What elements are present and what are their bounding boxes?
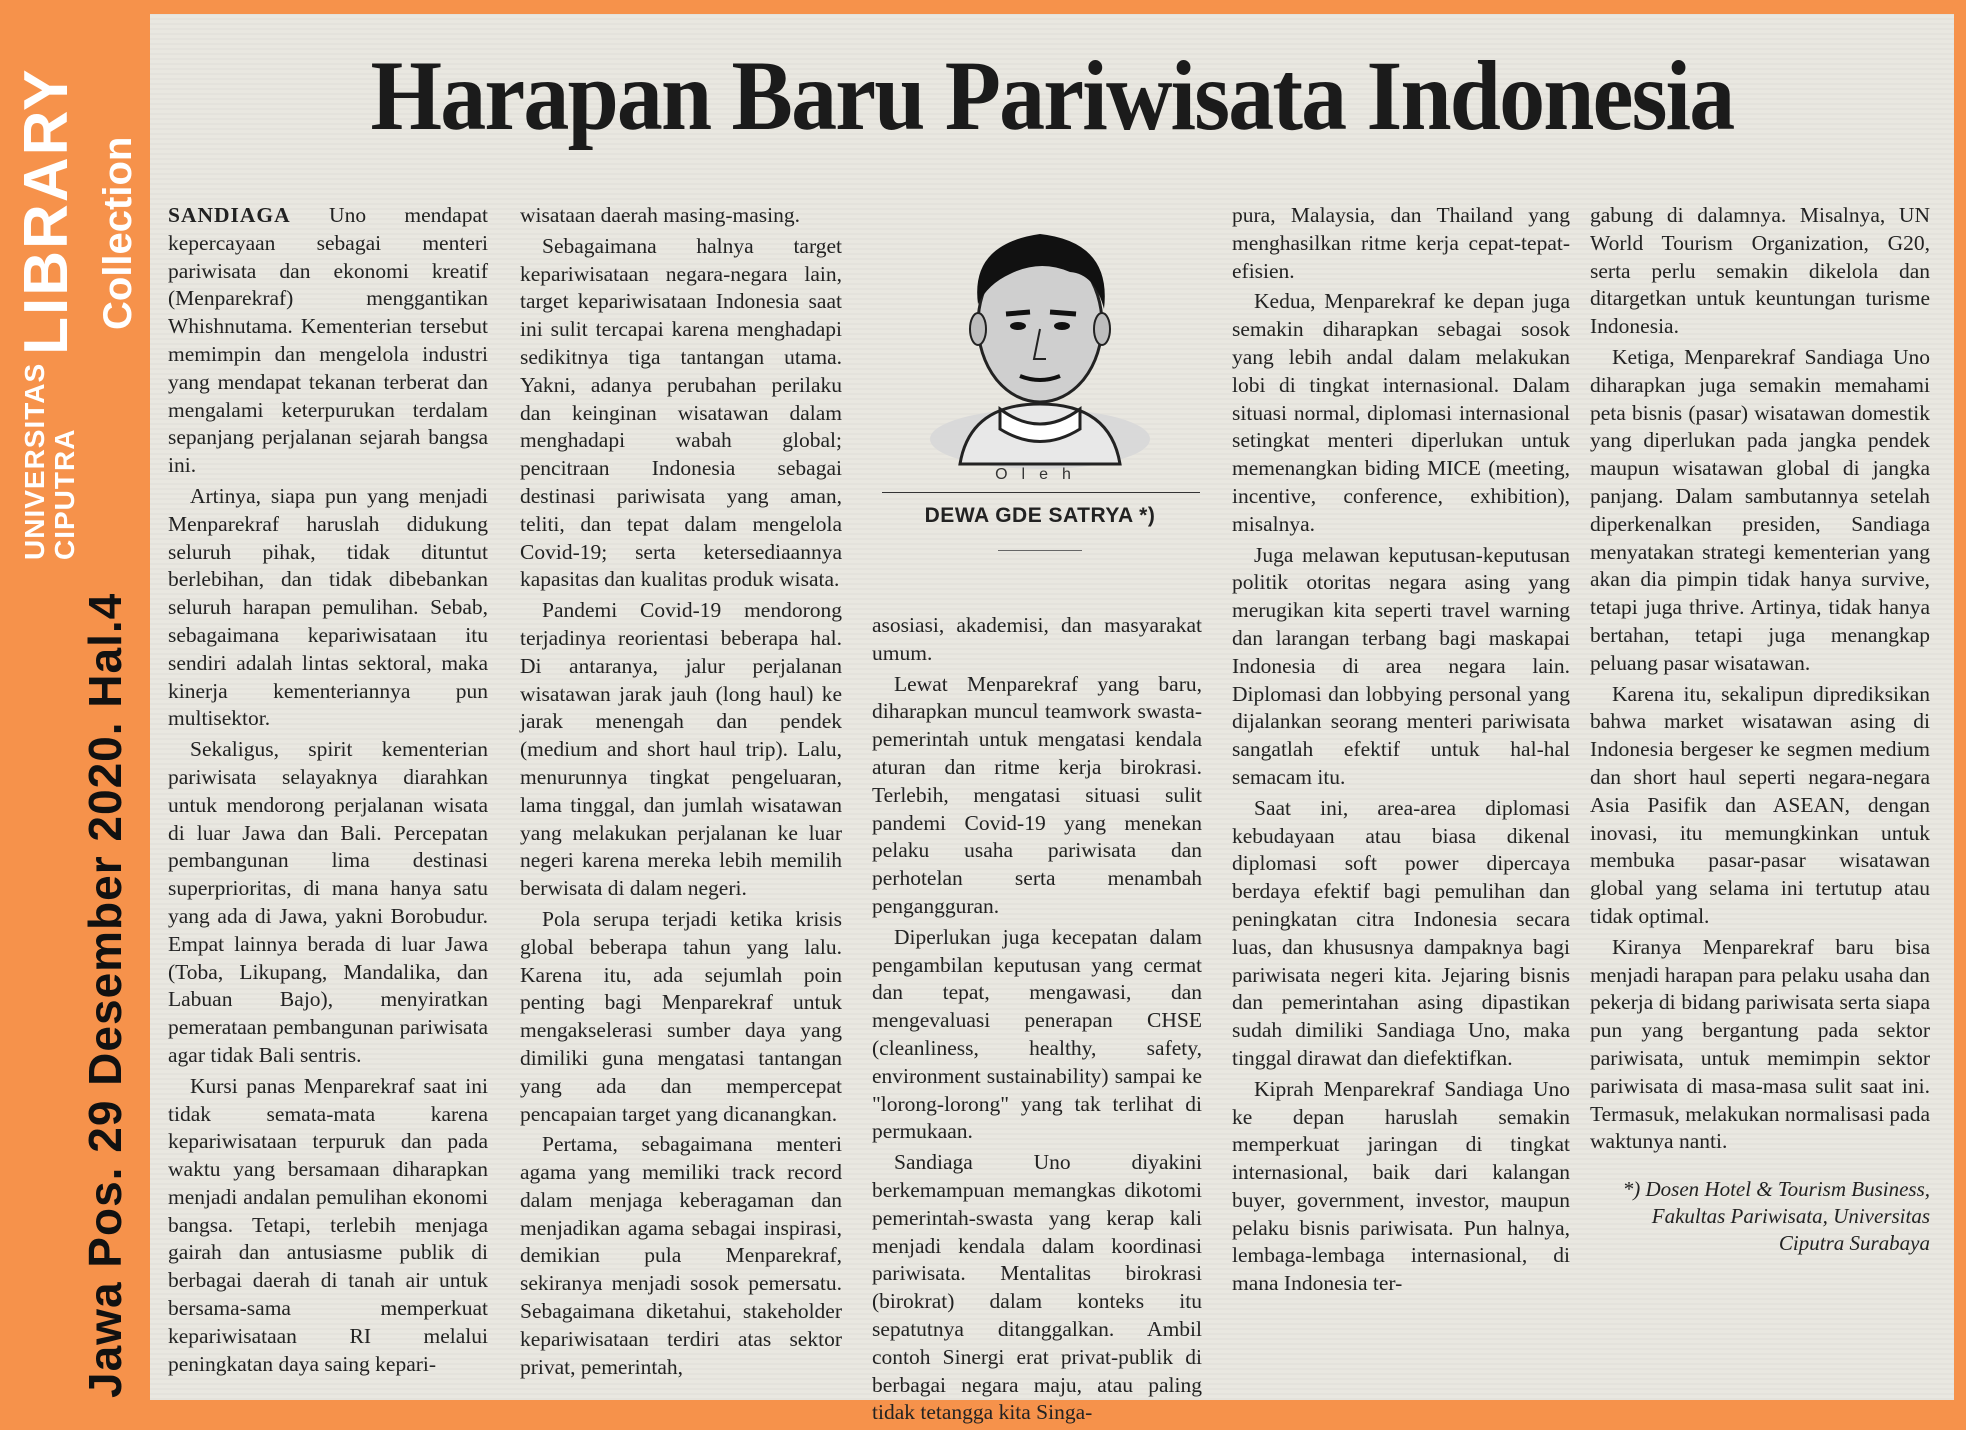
- paragraph: Karena itu, sekalipun diprediksikan bahwa market wisatawan asing di Indonesia bergeser ke segmen medium dan short haul seperti negara-negara Asia Pasifik dan ASEAN, dengan inovasi, itu memungkinkan untuk membuka pasar-pasar wisatawan global yang selama ini tertutup atau tidak optimal.: [1590, 681, 1930, 928]
- author-name: DEWA GDE SATRYA *): [924, 504, 1156, 527]
- author-portrait-illustration: [890, 204, 1190, 464]
- paragraph: [168, 202, 488, 480]
- paragraph: wisataan daerah masing-masing.: [520, 203, 801, 227]
- column-2: [520, 202, 842, 1384]
- column-4: [1232, 202, 1570, 1301]
- paragraph: Lewat Menparekraf yang baru, diharapkan muncul teamwork swasta-pemerintah untuk mengatasi kendala aturan dan ritme kerja birokrasi. Terlebih, mengatasi situasi sulit pandemi Covid-19 yang menekan pelaku usaha pariwisata dan perhotelan serta menambah pengangguran.: [872, 671, 1202, 918]
- paragraph: [168, 736, 488, 1070]
- paragraph: Sebagaimana halnya target kepariwisataan negara-negara lain, target kepariwisataan Indonesia saat ini sulit tercapai karena menghadapi sedikitnya tiga tantangan utama. Yakni, adanya perubahan perilaku dan keinginan wisatawan dalam menghadapi wabah global; pencitraan Indonesia sebagai destinasi pariwisata yang aman, teliti, dan tepat dalam mengelola Covid-19; serta ketersediaannya kapasitas dan kualitas produk wisata.: [520, 233, 842, 592]
- library-logo: [12, 67, 81, 560]
- paragraph: [168, 483, 488, 733]
- paragraph-text: Kursi panas Menparekraf saat ini tidak semata-mata karena kepariwisataan terpuruk dan pada waktu yang bersamaan diharapkan menjadi andalan pemulihan ekonomi bangsa. Tetapi, terlebih menjaga gairah dan antusiasme publik di berbagai daerah di tanah air untuk bersama-sama memperkuat kepariwisataan RI melalui peningkatan daya saing kepari-: [168, 1073, 488, 1376]
- paragraph: Kedua, Menparekraf ke depan juga semakin diharapkan sebagai sosok yang lebih andal dalam melakukan lobi di tingkat internasional. Dalam situasi normal, diplomasi internasional setingkat menteri diperlukan untuk memenangkan biding MICE (meeting, incentive, conference, exhibition), misalnya.: [1232, 289, 1570, 536]
- side-banner: [0, 0, 150, 1413]
- byline-oleh: Oleh: [995, 466, 1085, 483]
- lead-word: SANDIAGA: [168, 203, 291, 227]
- column-1: [168, 202, 488, 1381]
- column-3: [872, 612, 1202, 1430]
- byline-divider: [882, 492, 1200, 493]
- paragraph: gabung di dalamnya. Misalnya, UN World Tourism Organization, G20, serta perlu semakin dikelola dan ditargetkan untuk keuntungan turisme Indonesia.: [1590, 203, 1930, 339]
- paragraph-text: Uno mendapat kepercayaan sebagai menteri pariwisata dan ekonomi kreatif (Menparekraf) menggantikan Whishnutama. Kementerian tersebut memimpin dan mengelola industri yang mendapat tekanan terberat dan mengalami keterpurukan terdalam sepanjang perjalanan sejarah bangsa ini.: [168, 203, 488, 478]
- paragraph: Juga melawan keputusan-keputusan politik otoritas negara asing yang merugikan kita seperti travel warning dan larangan terbang bagi maskapai Indonesia di area negara lain. Diplomasi dan lobbying personal yang dijalankan seorang menteri pariwisata sangatlah efektif untuk hal-hal semacam itu.: [1232, 542, 1570, 789]
- univ-line1: UNIVERSITAS: [19, 362, 50, 560]
- paragraph: Saat ini, area-area diplomasi kebudayaan atau biasa dikenal diplomasi soft power dipercaya berdaya efektif bagi pemulihan dan peningkatan citra Indonesia secara luas, dan khususnya dampaknya bagi pariwisata negeri kita. Jejaring bisnis dan pemerintahan asing dipastikan sudah dimiliki Sandiaga Uno, maka tinggal dirawat dan diefektifkan.: [1232, 795, 1570, 1070]
- author-footnote: *) Dosen Hotel & Tourism Business, Fakultas Pariwisata, Universitas Ciputra Surabaya: [1622, 1177, 1930, 1256]
- paragraph: Kiprah Menparekraf Sandiaga Uno ke depan haruslah semakin memperkuat jaringan di tingkat internasional, baik dari kalangan buyer, government, investor, maupun pelaku bisnis pariwisata. Pun halnya, lembaga-lembaga internasional, di mana Indonesia ter-: [1232, 1076, 1570, 1296]
- paragraph: Ketiga, Menparekraf Sandiaga Uno diharapkan juga semakin memahami peta bisnis (pasar) wisatawan domestik yang diperlukan pada jangka pendek maupun wisatawan global di jangka panjang. Dalam sambutannya setelah diperkenalkan presiden, Sandiaga menyatakan strategi kementerian yang akan dia pimpin tidak hanya survive, tetapi juga thrive. Artinya, tidak hanya bertahan, tetapi juga menangkap peluang pasar wisatawan.: [1590, 344, 1930, 675]
- column-5: [1590, 202, 1930, 1260]
- paragraph: Pandemi Covid-19 mendorong terjadinya reorientasi beberapa hal. Di antaranya, jalur perjalanan wisatawan jarak jauh (long haul) ke jarak menengah dan pendek (medium and short haul trip). Lalu, menurunnya tingkat pengeluaran, lama tinggal, dan jumlah wisatawan yang melakukan perjalanan ke luar negeri karena mereka lebih memilih berwisata di dalam negeri.: [520, 598, 842, 901]
- headline: Harapan Baru Pariwisata Indonesia: [370, 40, 1734, 151]
- collection-word: Collection: [96, 136, 140, 330]
- source-citation: Jawa Pos. 29 Desember 2020. Hal.4: [79, 592, 131, 1398]
- library-word: LIBRARY: [12, 67, 81, 355]
- paragraph-text: Sekaligus, spirit kementerian pariwisata selayaknya diarahkan untuk mendorong perjalanan wisata di luar Jawa dan Bali. Percepatan pembangunan lima destinasi superprioritas, di mana hanya satu yang ada di Jawa, yakni Borobudur. Empat lainnya berada di luar Jawa (Toba, Likupang, Mandalika, dan Labuan Bajo), menyiratkan pemerataan pembangunan pariwisata agar tidak Bali sentris.: [168, 737, 488, 1067]
- paragraph: Sandiaga Uno diyakini berkemampuan memangkas dikotomi pemerintah-swasta yang kerap kali menjadi kendala dalam koordinasi pariwisata. Mentalitas birokrasi (birokrat) dalam konteks itu sepatutnya ditanggalkan. Ambil contoh Sinergi erat privat-publik di berbagai negara maju, atau paling tidak tetangga kita Singa-: [872, 1150, 1202, 1425]
- paragraph: [168, 1073, 488, 1379]
- paragraph: Diperlukan juga kecepatan dalam pengambilan keputusan yang cermat dan tepat, mengawasi, dan mengevaluasi penerapan CHSE (cleanliness, healthy, safety, environment sustainability) sampai ke "lorong-lorong" yang tak terlihat di permukaan.: [872, 924, 1202, 1144]
- paragraph-text: Artinya, siapa pun yang menjadi Menparekraf haruslah didukung seluruh pihak, tidak dituntut berlebihan, dan tidak dibebankan seluruh harapan pemulihan. Sebab, sebagaimana kepariwisataan itu sendiri adalah lintas sektoral, maka kinerja kementeriannya pun multisektor.: [168, 483, 488, 731]
- paragraph: asosiasi, akademisi, dan masyarakat umum.: [872, 613, 1202, 665]
- univ-line2: CIPUTRA: [49, 428, 80, 560]
- paragraph: Kiranya Menparekraf baru bisa menjadi harapan para pelaku usaha dan pekerja di bidang pariwisata serta siapa pun yang bergantung pada sektor pariwisata, untuk memimpin sektor pariwisata di masa-masa sulit saat ini. Termasuk, melakukan normalisasi pada waktunya nanti.: [1590, 934, 1931, 1154]
- byline-underline: [998, 550, 1082, 551]
- paragraph: Pola serupa terjadi ketika krisis global beberapa tahun yang lalu. Karena itu, ada sejumlah poin penting bagi Menparekraf untuk mengakselerasi sumber daya yang dimiliki guna mengatasi tantangan yang ada dan mempercepat pencapaian target yang dicanangkan.: [520, 906, 842, 1126]
- paragraph: Pertama, sebagaimana menteri agama yang memiliki track record dalam menjaga keberagaman dan menjadikan agama sebagai inspirasi, demikian pula Menparekraf, sekiranya menjadi sosok pemersatu. Sebagaimana diketahui, stakeholder kepariwisataan terdiri atas sektor privat, pemerintah,: [520, 1132, 842, 1379]
- newspaper-clipping: [150, 14, 1954, 1425]
- paragraph: pura, Malaysia, dan Thailand yang menghasilkan ritme kerja cepat-tepat-efisien.: [1232, 203, 1570, 283]
